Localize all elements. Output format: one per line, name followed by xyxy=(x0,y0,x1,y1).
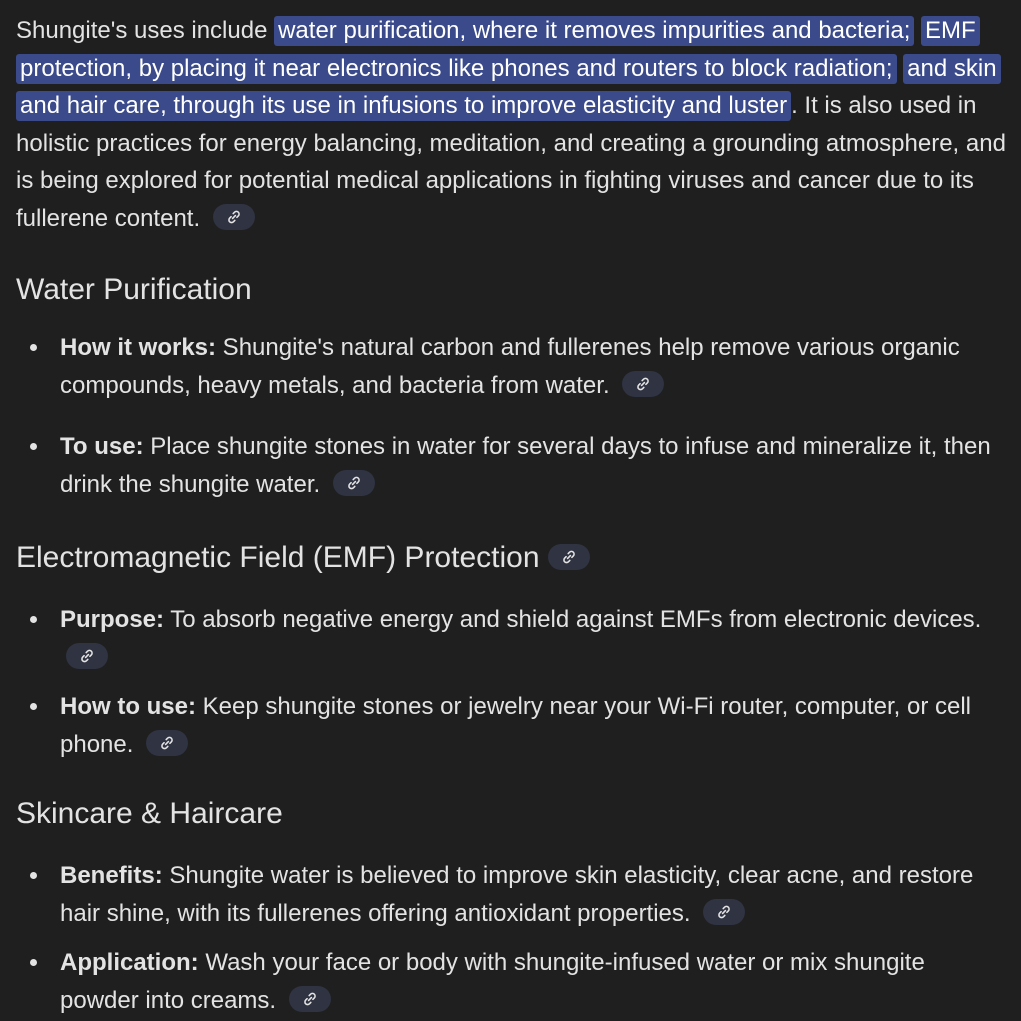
list-item xyxy=(16,428,1006,503)
source-link-chip[interactable] xyxy=(66,643,108,669)
intro-rest: . It is also used in holistic practices for energy balancing, meditation, and creating a grounding atmosphere, and is being explored for potential medical applications in fighting viruses and cancer due to its fullerene content. xyxy=(16,92,1006,232)
link-icon xyxy=(346,475,362,491)
list-item xyxy=(16,688,1006,763)
link-icon xyxy=(716,904,732,920)
source-link-chip[interactable] xyxy=(333,470,375,496)
item-label: How to use: xyxy=(60,693,196,720)
section-heading-water-purification: Water Purification xyxy=(16,273,252,306)
item-label: Benefits: xyxy=(60,862,163,889)
item-text: Place shungite stones in water for several days to infuse and mineralize it, then drink the shungite water. xyxy=(60,433,991,498)
list-item xyxy=(16,944,1006,1019)
link-icon xyxy=(561,549,577,565)
list-item xyxy=(16,601,1006,676)
list-item xyxy=(16,329,1006,404)
source-link-chip[interactable] xyxy=(213,204,255,230)
highlight-emf-protection[interactable]: EMF protection, by placing it near electronics like phones and routers to block radiation; xyxy=(16,16,980,84)
section-heading-skincare-haircare: Skincare & Haircare xyxy=(16,797,283,830)
highlight-skin-hair-care[interactable]: and skin and hair care, through its use in infusions to improve elasticity and luster xyxy=(16,54,1001,122)
link-icon xyxy=(226,209,242,225)
skincare-haircare-list xyxy=(16,857,1006,1019)
link-icon xyxy=(635,376,651,392)
source-link-chip[interactable] xyxy=(703,899,745,925)
link-icon xyxy=(79,648,95,664)
intro-paragraph xyxy=(16,12,1006,237)
item-text: Wash your face or body with shungite-infused water or mix shungite powder into creams. xyxy=(60,949,925,1014)
item-text: Shungite water is believed to improve skin elasticity, clear acne, and restore hair shine, with its fullerenes offering antioxidant properties. xyxy=(60,862,974,927)
link-icon xyxy=(302,991,318,1007)
item-text: Shungite's natural carbon and fullerenes help remove various organic compounds, heavy metals, and bacteria from water. xyxy=(60,334,960,399)
item-label: How it works: xyxy=(60,334,217,361)
heading-text: Electromagnetic Field (EMF) Protection xyxy=(16,541,540,574)
item-text: To absorb negative energy and shield against EMFs from electronic devices. xyxy=(164,606,982,633)
item-label: Application: xyxy=(60,949,199,976)
intro-prefix: Shungite's uses include xyxy=(16,17,275,44)
source-link-chip[interactable] xyxy=(289,986,331,1012)
section-heading-emf-protection xyxy=(16,538,1006,578)
highlight-water-purification[interactable]: water purification, where it removes impurities and bacteria; xyxy=(274,16,914,46)
source-link-chip[interactable] xyxy=(622,371,664,397)
list-item xyxy=(16,857,1006,932)
water-purification-list xyxy=(16,329,1006,503)
item-label: Purpose: xyxy=(60,606,165,633)
source-link-chip[interactable] xyxy=(548,544,590,570)
source-link-chip[interactable] xyxy=(146,730,188,756)
item-label: To use: xyxy=(60,433,144,460)
item-text: Keep shungite stones or jewelry near your Wi-Fi router, computer, or cell phone. xyxy=(60,693,972,758)
link-icon xyxy=(159,735,175,751)
emf-protection-list xyxy=(16,601,1006,763)
response-content xyxy=(16,12,1006,1019)
